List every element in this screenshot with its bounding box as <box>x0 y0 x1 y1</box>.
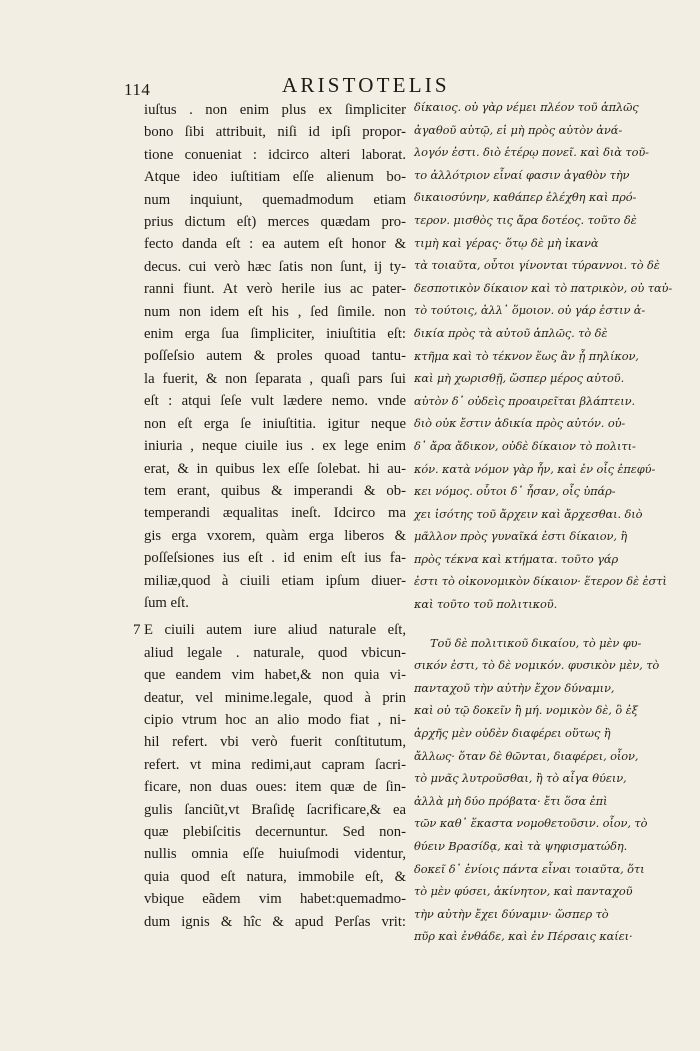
text-line: temperandi æqualitas ineſt. Idcirco ma <box>144 505 406 522</box>
text-line: cipio vtrum hoc an alio modo fiat , ni- <box>144 711 406 728</box>
text-line: que eandem vim habet,& non quia vi- <box>144 667 406 684</box>
text-line: πρὸς τέκνα καὶ κτήματα. τοῦτο γάρ <box>414 551 619 566</box>
page-number: 114 <box>124 80 151 99</box>
text-line: iniuria , neque ciuile ius . ex lege enim <box>144 438 406 455</box>
text-line: κει νόμος. οὗτοι δ᾽ ἦσαν, οἷς ὑπάρ- <box>414 484 616 499</box>
running-head: ARISTOTELIS <box>282 73 450 97</box>
text-line: χει ἰσότης τοῦ ἄρχειν καὶ ἄρχεσθαι. διὸ <box>414 506 643 521</box>
paragraph-gap <box>414 616 646 632</box>
text-line: σικόν ἐστι, τὸ δὲ νομικόν. φυσικὸν μὲν, τὸ <box>414 658 660 673</box>
text-line: poſſeſsiones ius eſt . id enim eſt ius fa- <box>144 550 406 567</box>
text-line: διὸ οὐκ ἔστιν ἀδικία πρὸς αὐτόν. οὐ- <box>414 416 626 431</box>
text-line: quia quod eſt natura, immobile eſt, & <box>144 868 406 885</box>
text-line: Atque ideo iuſtitiam eſſe alienum bo- <box>144 169 406 186</box>
text-line: enim erga ſua ſimpliciter, iniuſtitia eſt: <box>144 326 406 343</box>
text-line: miliæ,quod à ciuili etiam ipſum diuer- <box>144 572 406 589</box>
text-line: ſum eſt. <box>144 594 189 611</box>
text-line: πῦρ καὶ ἐνθάδε, καὶ ἐν Πέρσαις καίει· <box>414 929 633 944</box>
text-line: ἀγαθοῦ αὑτῷ, εἰ μὴ πρὸς αὐτὸν ἀνά- <box>414 122 623 137</box>
text-line: hil refert. vbi verò fuerit conſtitutum, <box>144 734 406 751</box>
text-line: ranni fiunt. At verò herile ius ac pater- <box>144 281 406 298</box>
text-line: δοκεῖ δ᾽ ἐνίοις πάντα εἶναι τοιαῦτα, ὅτι <box>414 861 645 876</box>
text-line: gis erga vxorem, quàm erga liberos & <box>144 527 406 544</box>
text-line: ἀρχῆς μὲν οὐδὲν διαφέρει οὕτως ἢ <box>414 726 611 741</box>
text-line: το ἀλλότριον εἶναί φασιν ἀγαθὸν τὴν <box>414 167 630 182</box>
text-line: iuſtus . non enim plus ex ſimpliciter <box>144 102 406 118</box>
text-line: aliud legale . naturale, quod vbicun- <box>144 644 406 661</box>
text-line: dum ignis & hîc & apud Perſas vrit: <box>144 913 406 930</box>
text-line: gulis ſanciũt,vt Braſidę ſacrificare,& ea <box>144 801 406 818</box>
text-line: τιμὴ καὶ γέρας· ὅτῳ δὲ μὴ ἱκανὰ <box>414 235 599 250</box>
greek-text-column <box>414 96 673 948</box>
text-line: τὰ τοιαῦτα, οὗτοι γίνονται τύραννοι. τὸ δὲ <box>414 258 660 273</box>
text-line: num inquiunt, quemadmodum etiam <box>144 191 406 208</box>
latin-text-column <box>144 99 406 933</box>
text-line: ἀλλὰ μὴ δύο πρόβατα· ἔτι ὅσα ἐπὶ <box>414 793 608 808</box>
text-line: δ᾽ ἄρα ἄδικον, οὐδὲ δίκαιον τὸ πολιτι- <box>414 438 636 453</box>
text-line: δικία πρὸς τὰ αὑτοῦ ἁπλῶς. τὸ δὲ <box>414 325 608 340</box>
text-line: ficare, non duas oues: item quæ de ſin- <box>144 779 406 796</box>
text-line: κτῆμα καὶ τὸ τέκνον ἕως ἂν ᾖ πηλίκον, <box>414 348 639 363</box>
text-line: fecto danda eſt : ea autem eſt honor & <box>144 236 406 253</box>
text-line: μᾶλλον πρὸς γυναῖκά ἐστι δίκαιον, ἢ <box>414 529 628 544</box>
greek-paragraph-1 <box>414 96 673 616</box>
text-line: tione conueniat : idcirco alteri laborat. <box>144 146 406 163</box>
text-line: τῶν καθ᾽ ἕκαστα νομοθετοῦσιν. οἷον, τὸ <box>414 816 648 831</box>
text-line: tem erant, quibus & imperandi & ob- <box>144 482 406 499</box>
text-line: num non idem eſt his , ſed ſimile. non <box>144 303 406 320</box>
text-line: bono ſibi attribuit, niſi id ipſi propor- <box>144 124 406 141</box>
text-line: θύειν Βρασίδᾳ, καὶ τὰ ψηφισματώδη. <box>414 839 628 853</box>
text-line: nullis omnia eſſe huiuſmodi videntur, <box>144 846 406 863</box>
text-line: αὑτὸν δ᾽ οὐδεὶς προαιρεῖται βλάπτειν. <box>414 393 635 408</box>
text-line: λογόν ἐστι. διὸ ἑτέρῳ πονεῖ. καὶ διὰ τοῦ- <box>414 145 649 160</box>
text-line: eſt : atqui ſeſe vult lædere nemo. vnde <box>144 393 406 410</box>
text-line: erat, & in quibus lex eſſe ſolebat. hi au- <box>144 460 406 477</box>
text-line: δίκαιος. οὐ γὰρ νέμει πλέον τοῦ ἁπλῶς <box>414 100 639 114</box>
section-number: 7 <box>133 622 141 638</box>
text-line: καὶ μὴ χωρισθῇ, ὥσπερ μέρος αὐτοῦ. <box>414 371 625 386</box>
text-line: καὶ οὐ τῷ δοκεῖν ἢ μή. νομικὸν δὲ, ὃ ἐξ <box>414 703 638 718</box>
text-line: deatur, vel minime.legale, quod à prin <box>144 689 406 706</box>
text-line: decus. cui verò hæc ſatis non ſunt, ij ty- <box>144 258 406 275</box>
text-line: πανταχοῦ τὴν αὐτὴν ἔχον δύναμιν, <box>414 680 615 695</box>
text-line: κόν. κατὰ νόμον γὰρ ἦν, καὶ ἐν οἷς ἐπεφύ- <box>414 461 656 476</box>
greek-paragraph-2 <box>414 632 660 948</box>
text-line: poſſeſsio autem & proles quoad tantu- <box>144 348 406 365</box>
text-line: non eſt erga ſe iniuſtitia. igitur neque <box>144 415 406 432</box>
text-line: vbique eãdem vim habet:quemadmo- <box>144 891 406 908</box>
latin-paragraph-2 <box>144 619 406 933</box>
latin-paragraph-1 <box>144 99 406 614</box>
text-line: quæ plebiſcitis decernuntur. Sed non- <box>144 824 406 840</box>
text-line: τὸ μνᾶς λυτροῦσθαι, ἢ τὸ αἶγα θύειν, <box>414 771 627 786</box>
text-line: ἐστι τὸ οἰκονομικὸν δίκαιον· ἕτερον δὲ ἐστὶ <box>414 574 667 589</box>
text-line: δεσποτικὸν δίκαιον καὶ τὸ πατρικὸν, οὐ ταὐ- <box>414 280 673 295</box>
text-line: la fuerit, & non ſeparata , quaſi pars ſui <box>144 370 406 387</box>
text-line: δικαιοσύνην, καθάπερ ἐλέχθη καὶ πρό- <box>414 190 637 205</box>
text-line: καὶ τοῦτο τοῦ πολιτικοῦ. <box>414 597 558 612</box>
text-line: ἄλλως· ὅταν δὲ θῶνται, διαφέρει, οἷον, <box>414 748 639 763</box>
text-line: τὴν αὐτὴν ἔχει δύναμιν· ὥσπερ τὸ <box>414 906 609 921</box>
text-line: E ciuili autem iure aliud naturale eſt, <box>144 622 406 639</box>
text-line: prius dictum eſt) merces quædam pro- <box>144 214 406 231</box>
text-line: τὸ τούτοις, ἀλλ᾽ ὅμοιον. οὐ γάρ ἐστιν ἀ- <box>414 303 646 318</box>
text-line: τὸ μὲν φύσει, ἀκίνητον, καὶ πανταχοῦ <box>414 884 633 899</box>
text-line: refert. vt mina redimi,aut capram ſacri- <box>144 756 406 773</box>
text-line: τερον. μισθὸς τις ἄρα δοτέος. τοῦτο δὲ <box>414 212 637 227</box>
text-line: Τοῦ δὲ πολιτικοῦ δικαίου, τὸ μὲν φυ- <box>430 635 642 650</box>
